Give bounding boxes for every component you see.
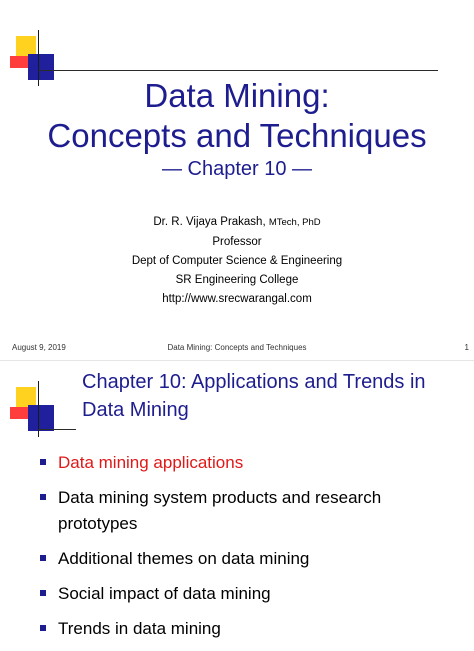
website-link[interactable]: http://www.srecwarangal.com [162, 293, 312, 305]
author-name: Dr. R. Vijaya Prakash, [153, 216, 266, 228]
corner-logo [10, 381, 70, 441]
bullet-icon [40, 590, 46, 596]
author-degrees: MTech, PhD [268, 217, 321, 228]
bullet-icon [40, 555, 46, 561]
bullet-icon [40, 625, 46, 631]
list-item: Trends in data mining [40, 616, 460, 642]
slide-title-line2: Concepts and Techniques [47, 117, 427, 154]
college: SR Engineering College [175, 274, 299, 286]
author-line [0, 213, 474, 232]
list-item[interactable]: Data mining applications [40, 450, 460, 476]
list-item: Additional themes on data mining [40, 546, 460, 572]
slide-title-line1: Data Mining: [144, 77, 330, 114]
footer-page-number: 1 [464, 343, 469, 352]
header-rule [38, 70, 438, 71]
content-slide-title: Chapter 10: Applications and Trends in Data Mining [82, 371, 426, 421]
header-rule [38, 429, 76, 430]
footer-date: August 9, 2019 [12, 343, 66, 352]
bullet-list [40, 450, 460, 651]
department: Dept of Computer Science & Engineering [131, 255, 343, 267]
list-item: Social impact of data mining [40, 581, 460, 607]
author-role: Professor [212, 236, 262, 248]
list-item: Data mining system products and research prototypes [40, 485, 460, 537]
bullet-icon [40, 459, 46, 465]
chapter-subtitle: — Chapter 10 — [161, 158, 313, 180]
footer-title: Data Mining: Concepts and Techniques [167, 343, 307, 352]
bullet-icon [40, 494, 46, 500]
